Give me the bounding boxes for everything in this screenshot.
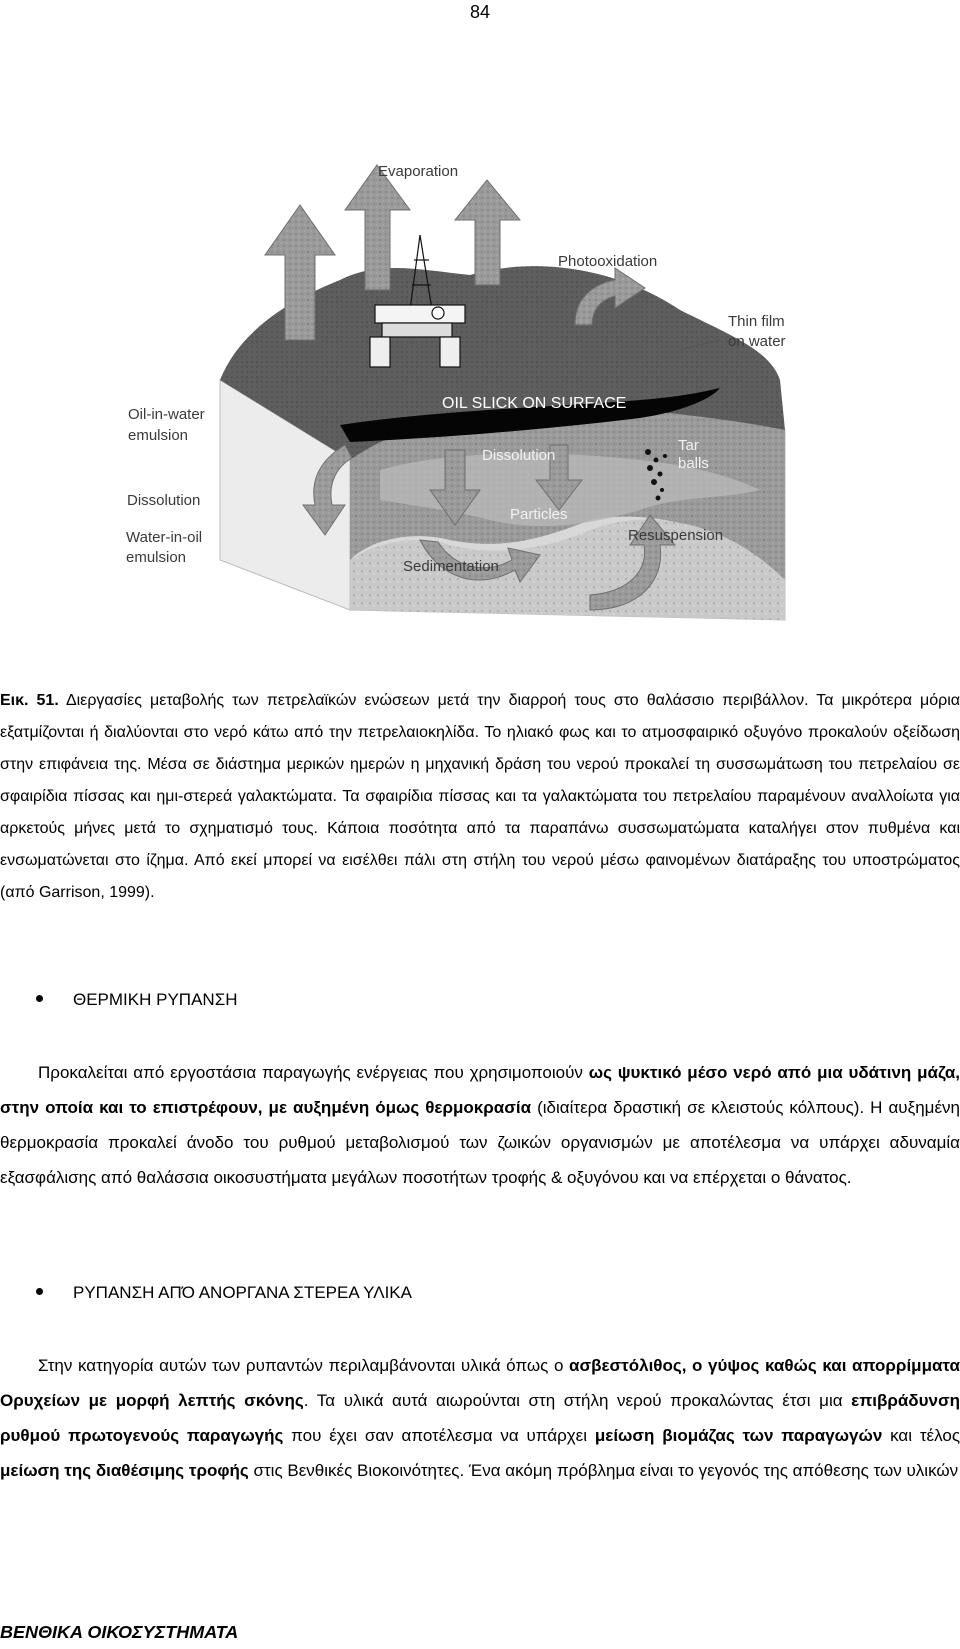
label-sedimentation: Sedimentation	[403, 558, 499, 575]
text-run: που έχει σαν αποτέλεσμα να υπάρχει	[283, 1426, 595, 1445]
bold-run: ως ψυκτικό μέσο νερό από μια υδάτινη μάζα, στην οποία και το επιστρέφουν, με αυξημένη όμως θερμοκρασία	[0, 1063, 960, 1117]
running-footer: ΒΕΝΘΙΚΑ ΟΙΚΟΣΥΣΤΗΜΑΤΑ	[0, 1622, 239, 1642]
label-oil-in-water-1: Oil-in-water	[128, 406, 205, 423]
label-thin-film-2: on water	[728, 333, 786, 350]
oil-spill-diagram	[120, 160, 840, 665]
text-run: . Τα υλικά αυτά αιωρούνται στη στήλη νερού προκαλώντας έτσι μια	[303, 1391, 852, 1410]
text-run: στις Βενθικές Βιοκοινότητες. Ένα ακόμη πρόβλημα είναι το γεγονός της απόθεσης των υλικών	[248, 1461, 959, 1480]
label-oil-slick: OIL SLICK ON SURFACE	[442, 395, 627, 412]
label-water-in-oil-1: Water-in-oil	[126, 529, 203, 546]
label-dissolution-center: Dissolution	[482, 447, 556, 464]
bold-run: μείωση της διαθέσιμης τροφής	[0, 1461, 249, 1480]
label-evaporation: Evaporation	[378, 163, 459, 180]
label-photooxidation: Photooxidation	[558, 253, 658, 270]
figure-label: Εικ. 51.	[0, 692, 59, 709]
paragraph-thermal	[0, 1055, 960, 1195]
caption-text: Διεργασίες μεταβολής των πετρελαϊκών ενώσεων μετά την διαρροή τους στο θαλάσσιο περιβάλλον. Τα μικρότερα μόρια εξατμίζονται ή διαλύονται στο νερό κάτω από την πετρελαιοκηλίδα. Το ηλιακό φως και το ατμοσφαιρικό οξυγόνο προκαλούν οξείδωση στην επιφάνεια της. Μέσα σε διάστημα μερικών ημερών η μηχανική δράση του νερού προκαλεί τη συσσωμάτωση του πετρελαίου σε σφαιρίδια πίσσας και ημι-στερεά γαλακτώματα. Τα σφαιρίδια πίσσας και τα γαλακτώματα του πετρελαίου παραμένουν αναλλοίωτα για αρκετούς μήνες μετά το σχηματισμό τους. Κάποια ποσότητα από τα παραπάνω συσσωματώματα καταλήγει στον πυθμένα και ενσωματώνεται στο ίζημα. Από εκεί μπορεί να εισέλθει πάλι στη στήλη του νερού μέσω φαινομένων διατάραξης του υποστρώματος (από Garrison, 1999).	[0, 692, 960, 901]
text-run: Στην κατηγορία αυτών των ρυπαντών περιλαμβάνονται υλικά όπως ο	[38, 1356, 569, 1375]
heading-text: ΘΕΡΜΙΚΗ ΡΥΠΑΝΣΗ	[73, 990, 238, 1009]
label-dissolution-left: Dissolution	[127, 492, 201, 509]
bullet-icon	[36, 995, 43, 1002]
label-tar-2: balls	[678, 455, 709, 472]
heading-text: ΡΥΠΑΝΣΗ ΑΠΌ ΑΝΟΡΓΑΝΑ ΣΤΕΡΕΑ ΥΛΙΚΑ	[73, 1283, 412, 1302]
label-water-in-oil-2: emulsion	[126, 549, 187, 566]
bullet-icon	[36, 1288, 43, 1295]
label-particles: Particles	[510, 506, 568, 523]
section-heading-inorganic	[36, 1283, 412, 1303]
figure-caption	[0, 685, 960, 909]
section-heading-thermal	[36, 990, 237, 1010]
text-run: και τέλος	[882, 1426, 960, 1445]
bold-run: ασβεστόλιθος, ο γύψος καθώς και απορρίμματα Ορυχείων με μορφή λεπτής σκόνης	[0, 1356, 960, 1410]
label-oil-in-water-2: emulsion	[128, 427, 189, 444]
label-resuspension: Resuspension	[628, 527, 724, 544]
text-run: Προκαλείται από εργοστάσια παραγωγής ενέργειας που χρησιμοποιούν	[38, 1063, 589, 1082]
bold-run: επιβράδυνση ρυθμού πρωτογενούς παραγωγής	[0, 1391, 960, 1445]
paragraph-inorganic	[0, 1348, 960, 1488]
bold-run: μείωση βιομάζας των παραγωγών	[594, 1426, 883, 1445]
text-run: (ιδιαίτερα δραστική σε κλειστούς κόλπους). Η αυξημένη θερμοκρασία προκαλεί άνοδο του ρυθμού μεταβολισμού των ζωικών οργανισμών με αποτέλεσμα να υπάρχει αδυναμία εξασφάλισης από θαλάσσια οικοσυστήματα μεγάλων ποσοτήτων τροφής & οξυγόνου και να επέρχεται ο θάνατος.	[0, 1098, 960, 1187]
page-number: 84	[469, 2, 491, 22]
label-thin-film-1: Thin film	[728, 313, 785, 330]
label-tar-1: Tar	[678, 437, 699, 454]
